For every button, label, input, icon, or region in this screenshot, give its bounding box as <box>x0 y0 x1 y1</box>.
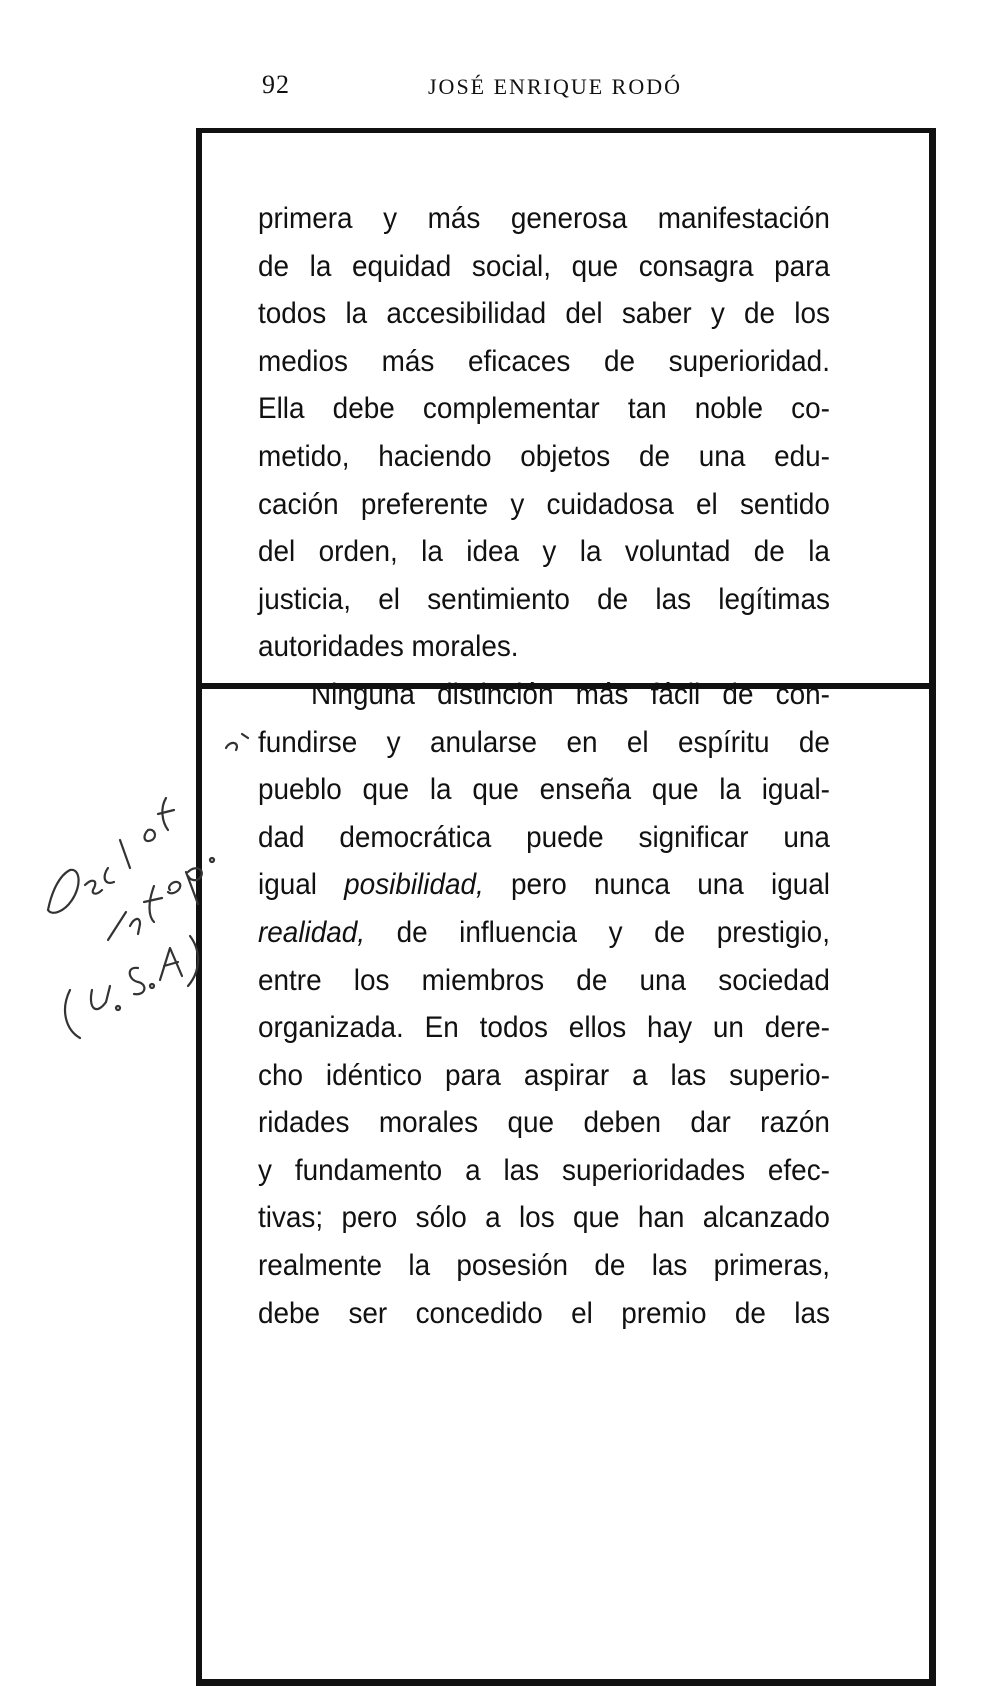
text-line: autoridades morales. <box>258 630 519 664</box>
handwriting-stroke <box>242 734 248 738</box>
page-number: 92 <box>262 70 290 99</box>
handwriting-stroke <box>130 919 140 934</box>
text-line: pueblo que la que enseña que la igual- <box>258 773 830 807</box>
handwriting-stroke <box>150 984 154 988</box>
text-line: todos la accesibilidad del saber y de los <box>258 297 830 331</box>
text-line <box>258 861 830 909</box>
text-line: realmente la posesión de las primeras, <box>258 1249 830 1283</box>
italic-word: realidad, <box>258 915 366 949</box>
body-text <box>258 195 830 1337</box>
handwritten-margin-note <box>30 690 270 1070</box>
handwriting-stroke <box>188 936 198 986</box>
text-line <box>258 909 830 957</box>
handwriting-stroke <box>48 870 79 913</box>
handwriting-stroke <box>210 858 214 862</box>
handwriting-stroke <box>108 912 126 940</box>
text-line: debe ser concedido el premio de las <box>258 1296 830 1330</box>
text-line: cho idéntico para aspirar a las superio- <box>258 1058 830 1092</box>
text-line: ridades morales que deben dar razón <box>258 1106 830 1140</box>
running-head-author: JOSÉ ENRIQUE RODÓ <box>428 74 682 99</box>
italic-word: posibilidad, <box>344 868 484 902</box>
handwriting-stroke <box>116 1006 120 1010</box>
text-line: tivas; pero sólo a los que han alcanzado <box>258 1201 830 1235</box>
handwriting-stroke <box>160 948 182 980</box>
text-line: metido, haciendo objetos de una edu- <box>258 439 830 473</box>
handwriting-stroke <box>65 990 80 1038</box>
handwriting-stroke <box>91 986 110 1009</box>
text-line: entre los miembros de una sociedad <box>258 963 830 997</box>
text-line: medios más eficaces de superioridad. <box>258 344 830 378</box>
text-line: Ninguna distinción más fácil de con- <box>311 677 830 711</box>
handwriting-stroke <box>158 798 174 830</box>
text-run: igual <box>258 868 345 902</box>
text-line: de la equidad social, que consagra para <box>258 249 830 283</box>
text-line: primera y más generosa manifestación <box>258 202 830 235</box>
text-run: pero nunca una igual <box>483 868 830 902</box>
handwriting-stroke <box>145 830 155 841</box>
handwriting-stroke <box>105 868 114 883</box>
text-run: de influencia y de prestigio, <box>365 915 830 949</box>
text-line: organizada. En todos ellos hay un dere- <box>258 1011 830 1045</box>
handwriting-stroke <box>130 968 145 994</box>
text-line: y fundamento a las superioridades efec- <box>258 1153 830 1187</box>
text-line: dad democrática puede significar una <box>258 820 830 854</box>
text-line: del orden, la idea y la voluntad de la <box>258 535 830 569</box>
handwriting-stroke <box>168 882 180 893</box>
handwriting-stroke <box>120 840 130 868</box>
text-line: fundirse y anularse en el espíritu de <box>258 725 830 759</box>
handwriting-stroke <box>85 881 102 894</box>
text-line: cación preferente y cuidadosa el sentido <box>258 487 830 521</box>
text-line: justicia, el sentimiento de las legítimas <box>258 582 830 616</box>
text-line: Ella debe complementar tan noble co- <box>258 392 830 426</box>
handwriting-stroke <box>226 743 237 750</box>
handwriting-stroke <box>144 886 162 922</box>
handwriting-stroke <box>186 868 202 904</box>
